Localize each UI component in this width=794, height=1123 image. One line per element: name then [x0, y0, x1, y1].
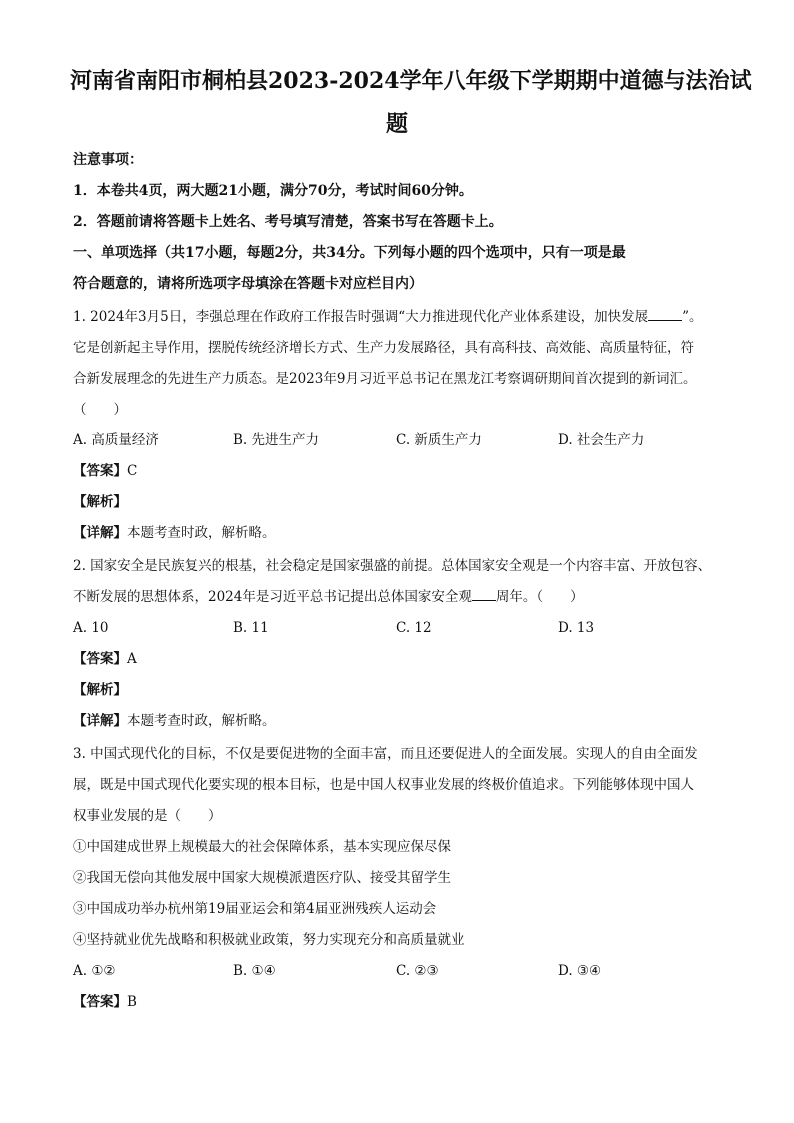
q3-answer-value: B	[127, 994, 137, 1010]
q3-stem-line-2: 展，既是中国式现代化要实现的根本目标，也是中国人权事业发展的终极价值追求。下列能够体现中国人	[73, 777, 694, 793]
q3-item-1: ①中国建成世界上规模最大的社会保障体系，基本实现应保尽保	[73, 839, 451, 855]
q1-option-c: C. 新质生产力	[396, 432, 482, 448]
q2-stem-line-1: 2. 国家安全是民族复兴的根基，社会稳定是国家强盛的前提。总体国家安全观是一个内容丰富、开放包容、	[73, 558, 712, 574]
q2-option-c: C. 12	[396, 620, 432, 636]
q1-detail-label: 【详解】	[73, 525, 127, 541]
q3-stem-line-1: 3. 中国式现代化的目标，不仅是要促进物的全面丰富，而且还要促进人的全面发展。实现人的自由全面发	[73, 746, 698, 762]
q2-analysis	[73, 680, 127, 700]
notice-item-1: 1．本卷共4页，两大题21小题，满分70分，考试时间60分钟。	[73, 183, 473, 199]
q2-option-a: A. 10	[73, 620, 109, 636]
q1-stem-text-b: ”。	[682, 309, 703, 325]
q2-options	[73, 618, 733, 638]
q1-option-b: B. 先进生产力	[233, 432, 320, 448]
section-instructions-line-1: 一、单项选择（共17小题，每题2分，共34分。下列每小题的四个选项中，只有一项是最	[73, 245, 626, 261]
q2-option-b: B. 11	[233, 620, 269, 636]
q2-analysis-label: 【解析】	[73, 682, 127, 698]
q3-option-d: D. ③④	[558, 963, 602, 979]
q2-stem-line-2	[73, 587, 584, 607]
q2-answer	[73, 649, 137, 669]
q1-analysis	[73, 492, 127, 512]
q3-answer	[73, 992, 137, 1012]
q1-analysis-label: 【解析】	[73, 494, 127, 510]
q2-fill-blank	[472, 588, 496, 601]
q3-answer-label: 【答案】	[73, 994, 127, 1010]
q3-item-2: ②我国无偿向其他发展中国家大规模派遣医疗队、接受其留学生	[73, 870, 451, 886]
q1-stem-line-2: 它是创新起主导作用，摆脱传统经济增长方式、生产力发展路径，具有高科技、高效能、高质量特征，符	[73, 340, 694, 356]
notice-heading: 注意事项：	[73, 152, 143, 168]
q1-answer-label: 【答案】	[73, 463, 127, 479]
q1-stem-line-3: 合新发展理念的先进生产力质态。是2023年9月习近平总书记在黑龙江考察调研期间首次提到的新词汇。	[73, 371, 697, 387]
q1-detail-text: 本题考查时政，解析略。	[127, 525, 276, 541]
q1-options	[73, 430, 733, 450]
q1-option-d: D. 社会生产力	[558, 432, 645, 448]
q3-option-a: A. ①②	[73, 963, 116, 979]
q2-detail	[73, 711, 276, 731]
q1-stem-line-1	[73, 307, 703, 327]
q2-detail-label: 【详解】	[73, 713, 127, 729]
q3-options	[73, 961, 733, 981]
q3-option-c: C. ②③	[396, 963, 439, 979]
q2-stem-text-b: 周年。（ ）	[495, 589, 584, 605]
q1-answer-value: C	[127, 463, 138, 479]
q2-option-d: D. 13	[558, 620, 595, 636]
q1-detail	[73, 523, 276, 543]
q2-answer-label: 【答案】	[73, 651, 127, 667]
section-instructions-line-2: 符合题意的，请将所选项字母填涂在答题卡对应栏目内）	[73, 276, 423, 292]
q1-option-a: A. 高质量经济	[73, 432, 159, 448]
notice-item-2: 2．答题前请将答题卡上姓名、考号填写清楚，答案书写在答题卡上。	[73, 214, 503, 230]
q1-stem-text-a: 1. 2024年3月5日，李强总理在作政府工作报告时强调“大力推进现代化产业体系建设，加快发展	[73, 309, 649, 325]
q3-item-4: ④坚持就业优先战略和积极就业政策，努力实现充分和高质量就业	[73, 932, 465, 948]
document-title-line-2: 题	[385, 111, 408, 137]
q3-item-3: ③中国成功举办杭州第19届亚运会和第4届亚洲残疾人运动会	[73, 901, 437, 917]
q1-stem-line-4: （ ）	[73, 402, 127, 418]
q2-detail-text: 本题考查时政，解析略。	[127, 713, 276, 729]
q1-answer	[73, 461, 137, 481]
q2-stem-text-a: 不断发展的思想体系，2024年是习近平总书记提出总体国家安全观	[73, 589, 472, 605]
q3-stem-line-3: 权事业发展的是（ ）	[73, 808, 222, 824]
q1-fill-blank	[648, 308, 682, 321]
document-title-line-1: 河南省南阳市桐柏县2023-2024学年八年级下学期期中道德与法治试	[70, 68, 752, 94]
q3-option-b: B. ①④	[233, 963, 276, 979]
q2-answer-value: A	[127, 651, 137, 667]
